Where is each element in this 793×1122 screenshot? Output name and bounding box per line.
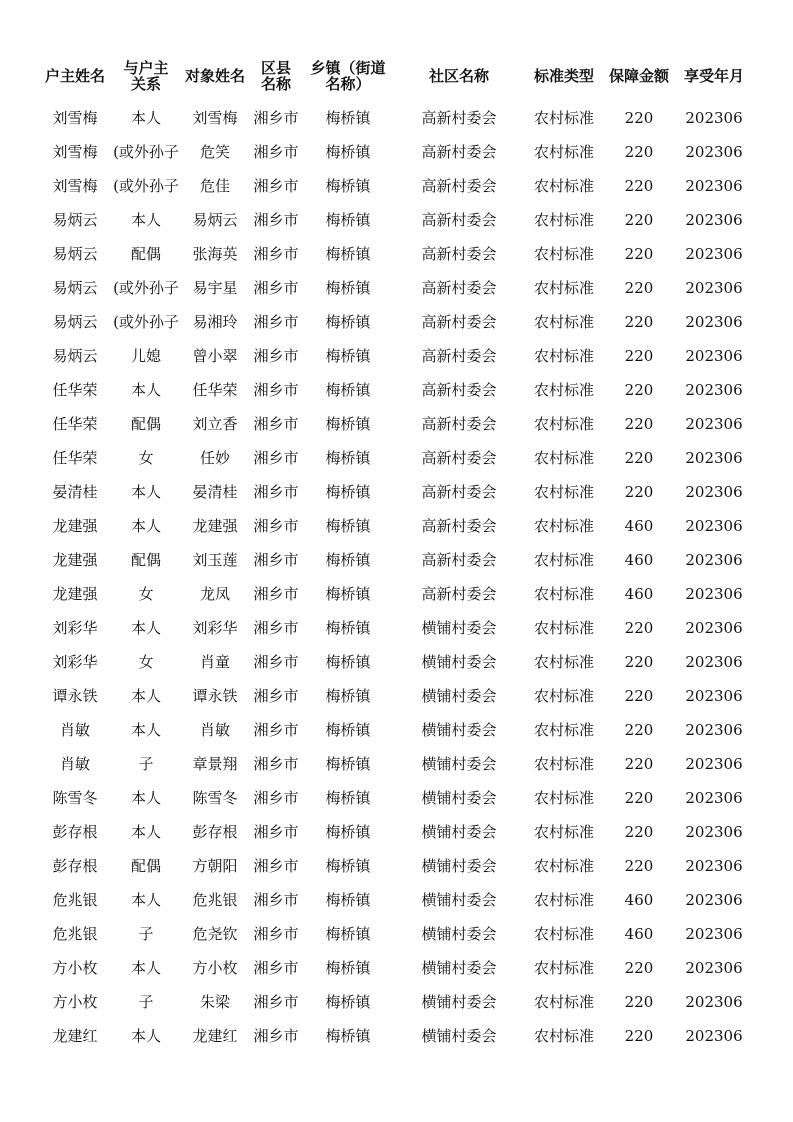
cell-recipient-name: 危兆银 (192, 891, 238, 909)
cell-recipient-name: 方小枚 (192, 959, 238, 977)
cell-household-head: 危兆银 (52, 925, 98, 943)
cell-relation: 儿媳 (130, 347, 161, 365)
table-row (0, 203, 793, 237)
cell-county: 湘乡市 (253, 517, 299, 535)
cell-town: 梅桥镇 (325, 381, 371, 399)
table-row (0, 441, 793, 475)
table-row (0, 747, 793, 781)
table-row (0, 985, 793, 1019)
cell-amount: 220 (624, 211, 654, 229)
cell-amount: 220 (624, 347, 654, 365)
cell-household-head: 刘雪梅 (52, 177, 98, 195)
cell-amount: 460 (624, 517, 654, 535)
cell-month: 202306 (685, 891, 743, 909)
cell-town: 梅桥镇 (325, 619, 371, 637)
cell-recipient-name: 龙建红 (192, 1027, 238, 1045)
cell-household-head: 刘雪梅 (52, 109, 98, 127)
cell-town: 梅桥镇 (325, 585, 371, 603)
cell-relation: 本人 (130, 1027, 161, 1045)
cell-recipient-name: 易炳云 (192, 211, 238, 229)
table-row (0, 169, 793, 203)
cell-community: 高新村委会 (421, 347, 497, 365)
cell-county: 湘乡市 (253, 245, 299, 263)
cell-county: 湘乡市 (253, 279, 299, 297)
cell-town: 梅桥镇 (325, 483, 371, 501)
cell-community: 高新村委会 (421, 211, 497, 229)
cell-amount: 220 (624, 721, 654, 739)
cell-month: 202306 (685, 653, 743, 671)
cell-county: 湘乡市 (253, 449, 299, 467)
cell-county: 湘乡市 (253, 347, 299, 365)
cell-town: 梅桥镇 (325, 925, 371, 943)
cell-recipient-name: 肖敏 (199, 721, 230, 739)
cell-community: 横铺村委会 (421, 653, 497, 671)
cell-month: 202306 (685, 959, 743, 977)
cell-community: 高新村委会 (421, 483, 497, 501)
cell-standard-type: 农村标准 (533, 449, 594, 467)
cell-household-head: 任华荣 (52, 415, 98, 433)
cell-month: 202306 (685, 313, 743, 331)
cell-standard-type: 农村标准 (533, 109, 594, 127)
cell-month: 202306 (685, 925, 743, 943)
cell-community: 高新村委会 (421, 449, 497, 467)
cell-community: 横铺村委会 (421, 823, 497, 841)
cell-recipient-name: 方朝阳 (192, 857, 238, 875)
cell-relation: (或外孙子 (113, 313, 179, 331)
cell-standard-type: 农村标准 (533, 823, 594, 841)
cell-town: 梅桥镇 (325, 347, 371, 365)
cell-amount: 220 (624, 415, 654, 433)
cell-town: 梅桥镇 (325, 177, 371, 195)
cell-county: 湘乡市 (253, 755, 299, 773)
table-row (0, 237, 793, 271)
cell-household-head: 龙建强 (52, 551, 98, 569)
cell-recipient-name: 龙凤 (199, 585, 230, 603)
cell-town: 梅桥镇 (325, 823, 371, 841)
cell-recipient-name: 曾小翠 (192, 347, 238, 365)
cell-household-head: 易炳云 (52, 279, 98, 297)
table-row (0, 917, 793, 951)
cell-recipient-name: 易宇星 (192, 279, 238, 297)
cell-relation: 女 (138, 585, 154, 603)
cell-standard-type: 农村标准 (533, 517, 594, 535)
cell-recipient-name: 张海英 (192, 245, 238, 263)
cell-town: 梅桥镇 (325, 551, 371, 569)
table-row (0, 305, 793, 339)
cell-town: 梅桥镇 (325, 517, 371, 535)
cell-relation: 本人 (130, 959, 161, 977)
cell-town: 梅桥镇 (325, 891, 371, 909)
cell-relation: 本人 (130, 619, 161, 637)
table-row (0, 713, 793, 747)
cell-county: 湘乡市 (253, 585, 299, 603)
cell-relation: 本人 (130, 687, 161, 705)
cell-month: 202306 (685, 789, 743, 807)
cell-recipient-name: 危佳 (199, 177, 230, 195)
cell-month: 202306 (685, 279, 743, 297)
cell-month: 202306 (685, 449, 743, 467)
cell-community: 高新村委会 (421, 415, 497, 433)
cell-town: 梅桥镇 (325, 1027, 371, 1045)
cell-relation: 本人 (130, 381, 161, 399)
cell-relation: 女 (138, 449, 154, 467)
cell-county: 湘乡市 (253, 109, 299, 127)
cell-amount: 220 (624, 993, 654, 1011)
cell-standard-type: 农村标准 (533, 143, 594, 161)
cell-community: 横铺村委会 (421, 857, 497, 875)
cell-household-head: 彭存根 (52, 857, 98, 875)
cell-county: 湘乡市 (253, 959, 299, 977)
cell-county: 湘乡市 (253, 1027, 299, 1045)
cell-month: 202306 (685, 211, 743, 229)
cell-town: 梅桥镇 (325, 415, 371, 433)
cell-community: 高新村委会 (421, 585, 497, 603)
cell-town: 梅桥镇 (325, 245, 371, 263)
cell-county: 湘乡市 (253, 823, 299, 841)
cell-household-head: 方小枚 (52, 959, 98, 977)
cell-relation: (或外孙子 (113, 279, 179, 297)
cell-amount: 220 (624, 279, 654, 297)
cell-community: 高新村委会 (421, 551, 497, 569)
cell-relation: 子 (138, 993, 154, 1011)
cell-relation: 子 (138, 925, 154, 943)
cell-household-head: 方小枚 (52, 993, 98, 1011)
cell-month: 202306 (685, 109, 743, 127)
cell-relation: 本人 (130, 721, 161, 739)
cell-county: 湘乡市 (253, 381, 299, 399)
cell-standard-type: 农村标准 (533, 347, 594, 365)
cell-standard-type: 农村标准 (533, 959, 594, 977)
cell-town: 梅桥镇 (325, 211, 371, 229)
cell-household-head: 晏清桂 (52, 483, 98, 501)
cell-standard-type: 农村标准 (533, 415, 594, 433)
cell-amount: 220 (624, 755, 654, 773)
cell-month: 202306 (685, 687, 743, 705)
cell-recipient-name: 陈雪冬 (192, 789, 238, 807)
cell-amount: 220 (624, 483, 654, 501)
cell-household-head: 谭永铁 (52, 687, 98, 705)
cell-relation: 配偶 (130, 857, 161, 875)
header-recipient-name: 对象姓名 (184, 67, 245, 85)
cell-amount: 460 (624, 551, 654, 569)
cell-relation: 配偶 (130, 245, 161, 263)
cell-recipient-name: 刘立香 (192, 415, 238, 433)
cell-recipient-name: 章景翔 (192, 755, 238, 773)
cell-county: 湘乡市 (253, 313, 299, 331)
cell-amount: 220 (624, 449, 654, 467)
cell-recipient-name: 彭存根 (192, 823, 238, 841)
cell-amount: 220 (624, 789, 654, 807)
cell-county: 湘乡市 (253, 415, 299, 433)
cell-amount: 220 (624, 143, 654, 161)
cell-relation: 本人 (130, 211, 161, 229)
cell-town: 梅桥镇 (325, 449, 371, 467)
table-row (0, 543, 793, 577)
cell-standard-type: 农村标准 (533, 721, 594, 739)
cell-month: 202306 (685, 857, 743, 875)
cell-recipient-name: 危笑 (199, 143, 230, 161)
cell-recipient-name: 刘雪梅 (192, 109, 238, 127)
cell-town: 梅桥镇 (325, 959, 371, 977)
cell-county: 湘乡市 (253, 925, 299, 943)
cell-month: 202306 (685, 517, 743, 535)
cell-amount: 220 (624, 177, 654, 195)
cell-county: 湘乡市 (253, 891, 299, 909)
cell-month: 202306 (685, 347, 743, 365)
cell-county: 湘乡市 (253, 721, 299, 739)
cell-household-head: 陈雪冬 (52, 789, 98, 807)
cell-amount: 220 (624, 1027, 654, 1045)
cell-community: 高新村委会 (421, 517, 497, 535)
cell-county: 湘乡市 (253, 789, 299, 807)
cell-household-head: 肖敏 (59, 755, 90, 773)
cell-community: 高新村委会 (421, 143, 497, 161)
cell-household-head: 危兆银 (52, 891, 98, 909)
cell-household-head: 龙建强 (52, 517, 98, 535)
cell-community: 横铺村委会 (421, 755, 497, 773)
cell-month: 202306 (685, 245, 743, 263)
cell-town: 梅桥镇 (325, 279, 371, 297)
cell-household-head: 刘雪梅 (52, 143, 98, 161)
header-county: 区县 名称 (260, 59, 291, 93)
cell-standard-type: 农村标准 (533, 177, 594, 195)
cell-town: 梅桥镇 (325, 313, 371, 331)
cell-month: 202306 (685, 619, 743, 637)
cell-household-head: 易炳云 (52, 211, 98, 229)
cell-county: 湘乡市 (253, 653, 299, 671)
table-row (0, 407, 793, 441)
cell-town: 梅桥镇 (325, 109, 371, 127)
cell-household-head: 刘彩华 (52, 619, 98, 637)
cell-amount: 460 (624, 891, 654, 909)
cell-town: 梅桥镇 (325, 993, 371, 1011)
cell-month: 202306 (685, 177, 743, 195)
cell-standard-type: 农村标准 (533, 483, 594, 501)
cell-county: 湘乡市 (253, 143, 299, 161)
cell-amount: 460 (624, 585, 654, 603)
cell-amount: 220 (624, 619, 654, 637)
cell-community: 横铺村委会 (421, 891, 497, 909)
cell-recipient-name: 朱梁 (199, 993, 230, 1011)
table-row (0, 1019, 793, 1053)
cell-month: 202306 (685, 415, 743, 433)
header-amount: 保障金额 (608, 67, 669, 85)
header-community: 社区名称 (428, 67, 489, 85)
cell-community: 横铺村委会 (421, 687, 497, 705)
cell-community: 高新村委会 (421, 109, 497, 127)
cell-standard-type: 农村标准 (533, 755, 594, 773)
table-row (0, 611, 793, 645)
cell-standard-type: 农村标准 (533, 993, 594, 1011)
table-row (0, 883, 793, 917)
cell-amount: 220 (624, 245, 654, 263)
cell-household-head: 任华荣 (52, 381, 98, 399)
cell-household-head: 彭存根 (52, 823, 98, 841)
table-row (0, 781, 793, 815)
cell-town: 梅桥镇 (325, 653, 371, 671)
cell-recipient-name: 谭永铁 (192, 687, 238, 705)
cell-community: 横铺村委会 (421, 619, 497, 637)
cell-standard-type: 农村标准 (533, 211, 594, 229)
cell-standard-type: 农村标准 (533, 1027, 594, 1045)
table-row (0, 339, 793, 373)
cell-amount: 220 (624, 109, 654, 127)
cell-amount: 460 (624, 925, 654, 943)
cell-county: 湘乡市 (253, 211, 299, 229)
cell-recipient-name: 刘彩华 (192, 619, 238, 637)
cell-month: 202306 (685, 993, 743, 1011)
cell-recipient-name: 肖童 (199, 653, 230, 671)
cell-county: 湘乡市 (253, 857, 299, 875)
cell-household-head: 易炳云 (52, 347, 98, 365)
cell-recipient-name: 危尧钦 (192, 925, 238, 943)
cell-standard-type: 农村标准 (533, 687, 594, 705)
cell-relation: 配偶 (130, 551, 161, 569)
cell-amount: 220 (624, 653, 654, 671)
cell-month: 202306 (685, 1027, 743, 1045)
cell-standard-type: 农村标准 (533, 891, 594, 909)
cell-month: 202306 (685, 585, 743, 603)
cell-relation: 本人 (130, 823, 161, 841)
table-row (0, 373, 793, 407)
cell-standard-type: 农村标准 (533, 653, 594, 671)
cell-relation: 本人 (130, 789, 161, 807)
cell-relation: 本人 (130, 109, 161, 127)
table-row (0, 101, 793, 135)
cell-town: 梅桥镇 (325, 755, 371, 773)
cell-standard-type: 农村标准 (533, 857, 594, 875)
cell-month: 202306 (685, 483, 743, 501)
cell-household-head: 龙建强 (52, 585, 98, 603)
cell-amount: 220 (624, 823, 654, 841)
cell-relation: 子 (138, 755, 154, 773)
cell-household-head: 任华荣 (52, 449, 98, 467)
cell-recipient-name: 龙建强 (192, 517, 238, 535)
cell-community: 横铺村委会 (421, 789, 497, 807)
cell-town: 梅桥镇 (325, 857, 371, 875)
cell-relation: 女 (138, 653, 154, 671)
table-row (0, 135, 793, 169)
cell-relation: (或外孙子 (113, 143, 179, 161)
header-relation: 与户主 关系 (123, 59, 169, 93)
cell-month: 202306 (685, 551, 743, 569)
cell-month: 202306 (685, 721, 743, 739)
cell-community: 高新村委会 (421, 313, 497, 331)
table-row (0, 951, 793, 985)
cell-community: 高新村委会 (421, 279, 497, 297)
cell-community: 横铺村委会 (421, 1027, 497, 1045)
cell-county: 湘乡市 (253, 177, 299, 195)
cell-amount: 220 (624, 313, 654, 331)
cell-community: 高新村委会 (421, 177, 497, 195)
cell-county: 湘乡市 (253, 619, 299, 637)
header-household-head: 户主姓名 (44, 67, 105, 85)
table-row (0, 679, 793, 713)
cell-community: 横铺村委会 (421, 993, 497, 1011)
cell-month: 202306 (685, 381, 743, 399)
cell-amount: 220 (624, 959, 654, 977)
table-row (0, 509, 793, 543)
cell-month: 202306 (685, 823, 743, 841)
table-row (0, 475, 793, 509)
cell-recipient-name: 任妙 (199, 449, 230, 467)
cell-relation: (或外孙子 (113, 177, 179, 195)
cell-relation: 本人 (130, 517, 161, 535)
cell-household-head: 易炳云 (52, 313, 98, 331)
cell-county: 湘乡市 (253, 551, 299, 569)
cell-amount: 220 (624, 381, 654, 399)
cell-household-head: 龙建红 (52, 1027, 98, 1045)
cell-standard-type: 农村标准 (533, 619, 594, 637)
cell-relation: 配偶 (130, 415, 161, 433)
cell-recipient-name: 易湘玲 (192, 313, 238, 331)
cell-standard-type: 农村标准 (533, 789, 594, 807)
table-row (0, 849, 793, 883)
cell-household-head: 易炳云 (52, 245, 98, 263)
cell-relation: 本人 (130, 891, 161, 909)
cell-month: 202306 (685, 755, 743, 773)
cell-household-head: 刘彩华 (52, 653, 98, 671)
cell-town: 梅桥镇 (325, 687, 371, 705)
cell-recipient-name: 刘玉莲 (192, 551, 238, 569)
table-row (0, 645, 793, 679)
cell-household-head: 肖敏 (59, 721, 90, 739)
header-month: 享受年月 (683, 67, 744, 85)
header-standard-type: 标准类型 (533, 67, 594, 85)
cell-community: 横铺村委会 (421, 925, 497, 943)
cell-town: 梅桥镇 (325, 789, 371, 807)
cell-amount: 220 (624, 857, 654, 875)
table-row (0, 577, 793, 611)
cell-recipient-name: 任华荣 (192, 381, 238, 399)
header-town: 乡镇（街道 名称） (310, 59, 386, 93)
cell-recipient-name: 晏清桂 (192, 483, 238, 501)
cell-amount: 220 (624, 687, 654, 705)
cell-month: 202306 (685, 143, 743, 161)
cell-standard-type: 农村标准 (533, 551, 594, 569)
cell-town: 梅桥镇 (325, 721, 371, 739)
cell-standard-type: 农村标准 (533, 245, 594, 263)
cell-county: 湘乡市 (253, 483, 299, 501)
cell-relation: 本人 (130, 483, 161, 501)
cell-community: 高新村委会 (421, 245, 497, 263)
cell-standard-type: 农村标准 (533, 381, 594, 399)
table-row (0, 271, 793, 305)
cell-standard-type: 农村标准 (533, 925, 594, 943)
cell-community: 横铺村委会 (421, 721, 497, 739)
cell-standard-type: 农村标准 (533, 585, 594, 603)
cell-community: 高新村委会 (421, 381, 497, 399)
cell-town: 梅桥镇 (325, 143, 371, 161)
cell-standard-type: 农村标准 (533, 313, 594, 331)
cell-community: 横铺村委会 (421, 959, 497, 977)
cell-county: 湘乡市 (253, 687, 299, 705)
cell-standard-type: 农村标准 (533, 279, 594, 297)
table-row (0, 815, 793, 849)
cell-county: 湘乡市 (253, 993, 299, 1011)
